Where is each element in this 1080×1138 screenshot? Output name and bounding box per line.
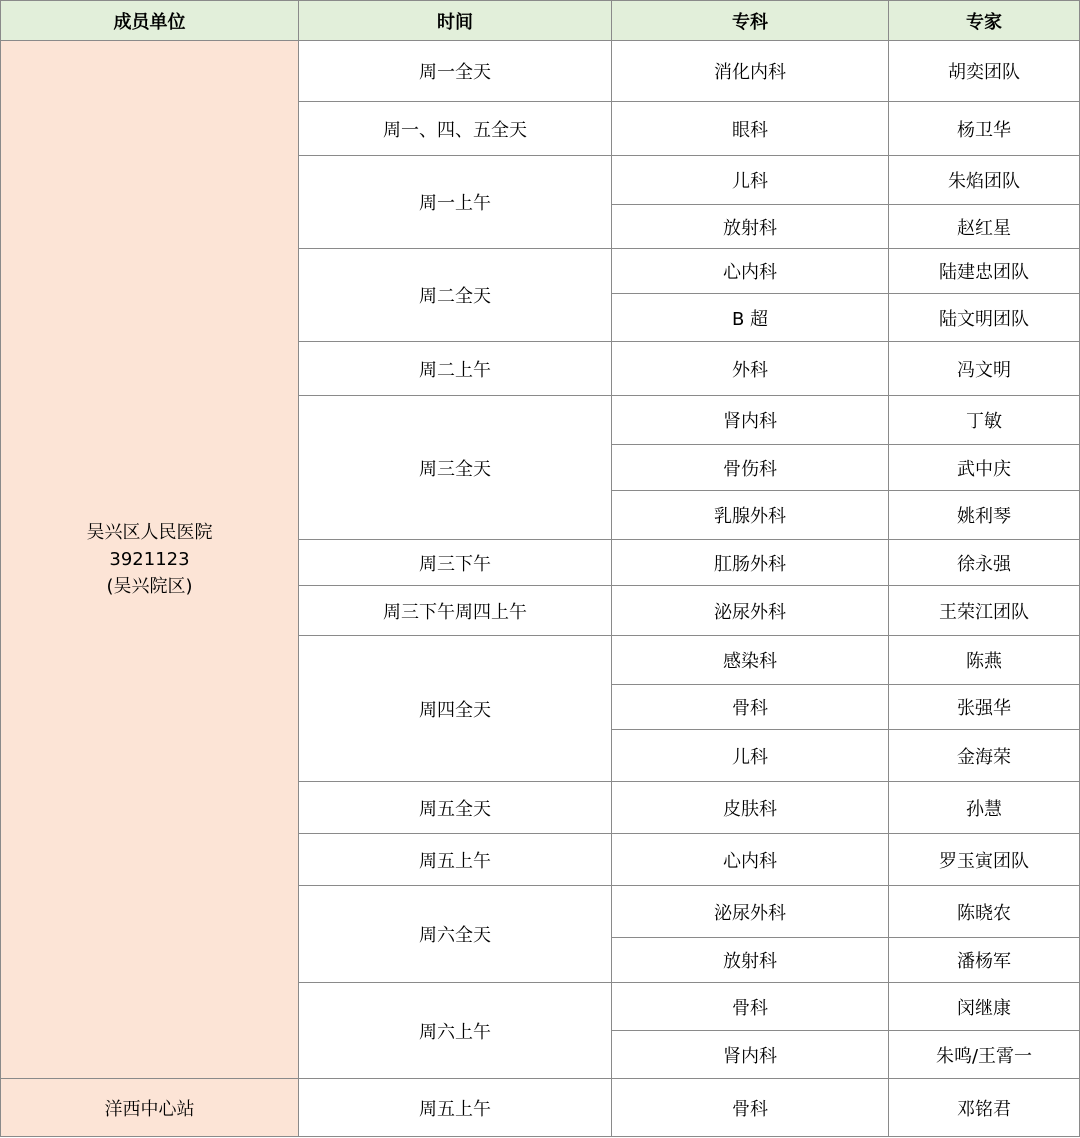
department-cell: 心内科: [612, 834, 889, 886]
table-row: [1, 41, 1080, 102]
time-cell: 周一、四、五全天: [299, 102, 612, 156]
header-expert: 专家: [889, 1, 1080, 41]
department-cell: 肾内科: [612, 396, 889, 445]
department-cell: 肾内科: [612, 1031, 889, 1079]
department-cell: 骨科: [612, 1079, 889, 1137]
department-cell: 放射科: [612, 938, 889, 983]
expert-cell: 潘杨军: [889, 938, 1080, 983]
department-cell: 感染科: [612, 636, 889, 685]
time-cell: 周五全天: [299, 782, 612, 834]
department-cell: 骨伤科: [612, 445, 889, 491]
expert-cell: 孙慧: [889, 782, 1080, 834]
time-cell: 周三下午: [299, 540, 612, 586]
time-cell: 周二全天: [299, 249, 612, 342]
department-cell: 泌尿外科: [612, 886, 889, 938]
department-cell: B 超: [612, 294, 889, 342]
expert-cell: 陈燕: [889, 636, 1080, 685]
expert-cell: 王荣江团队: [889, 586, 1080, 636]
expert-cell: 冯文明: [889, 342, 1080, 396]
department-cell: 儿科: [612, 156, 889, 205]
department-cell: 乳腺外科: [612, 491, 889, 540]
expert-cell: 赵红星: [889, 205, 1080, 249]
expert-cell: 邓铭君: [889, 1079, 1080, 1137]
member-unit-cell: 洋西中心站: [1, 1079, 299, 1137]
table-row: [1, 1079, 1080, 1137]
department-cell: 骨科: [612, 685, 889, 730]
expert-cell: 武中庆: [889, 445, 1080, 491]
time-cell: 周三下午周四上午: [299, 586, 612, 636]
expert-cell: 丁敏: [889, 396, 1080, 445]
time-cell: 周一全天: [299, 41, 612, 102]
expert-cell: 金海荣: [889, 730, 1080, 782]
time-cell: 周一上午: [299, 156, 612, 249]
department-cell: 放射科: [612, 205, 889, 249]
department-cell: 眼科: [612, 102, 889, 156]
expert-cell: 朱焰团队: [889, 156, 1080, 205]
department-cell: 儿科: [612, 730, 889, 782]
department-cell: 泌尿外科: [612, 586, 889, 636]
expert-cell: 徐永强: [889, 540, 1080, 586]
header-row: [1, 1, 1080, 41]
expert-cell: 陈晓农: [889, 886, 1080, 938]
expert-cell: 朱鸣/王霄一: [889, 1031, 1080, 1079]
expert-cell: 杨卫华: [889, 102, 1080, 156]
time-cell: 周六上午: [299, 983, 612, 1079]
member-unit-cell: [1, 41, 299, 1079]
department-cell: 肛肠外科: [612, 540, 889, 586]
time-cell: 周五上午: [299, 834, 612, 886]
time-cell: 周五上午: [299, 1079, 612, 1137]
expert-cell: 陆建忠团队: [889, 249, 1080, 294]
department-cell: 心内科: [612, 249, 889, 294]
header-department: 专科: [612, 1, 889, 41]
unit-phone: 3921123: [109, 549, 190, 570]
department-cell: 消化内科: [612, 41, 889, 102]
department-cell: 皮肤科: [612, 782, 889, 834]
time-cell: 周四全天: [299, 636, 612, 782]
expert-cell: 陆文明团队: [889, 294, 1080, 342]
expert-cell: 张强华: [889, 685, 1080, 730]
time-cell: 周三全天: [299, 396, 612, 540]
header-unit: 成员单位: [1, 1, 299, 41]
expert-cell: 罗玉寅团队: [889, 834, 1080, 886]
department-cell: 骨科: [612, 983, 889, 1031]
time-cell: 周六全天: [299, 886, 612, 983]
time-cell: 周二上午: [299, 342, 612, 396]
unit-name: 吴兴区人民医院: [86, 522, 213, 543]
header-time: 时间: [299, 1, 612, 41]
expert-cell: 胡奕团队: [889, 41, 1080, 102]
expert-cell: 闵继康: [889, 983, 1080, 1031]
department-cell: 外科: [612, 342, 889, 396]
unit-district: (吴兴院区): [106, 576, 193, 597]
expert-cell: 姚利琴: [889, 491, 1080, 540]
